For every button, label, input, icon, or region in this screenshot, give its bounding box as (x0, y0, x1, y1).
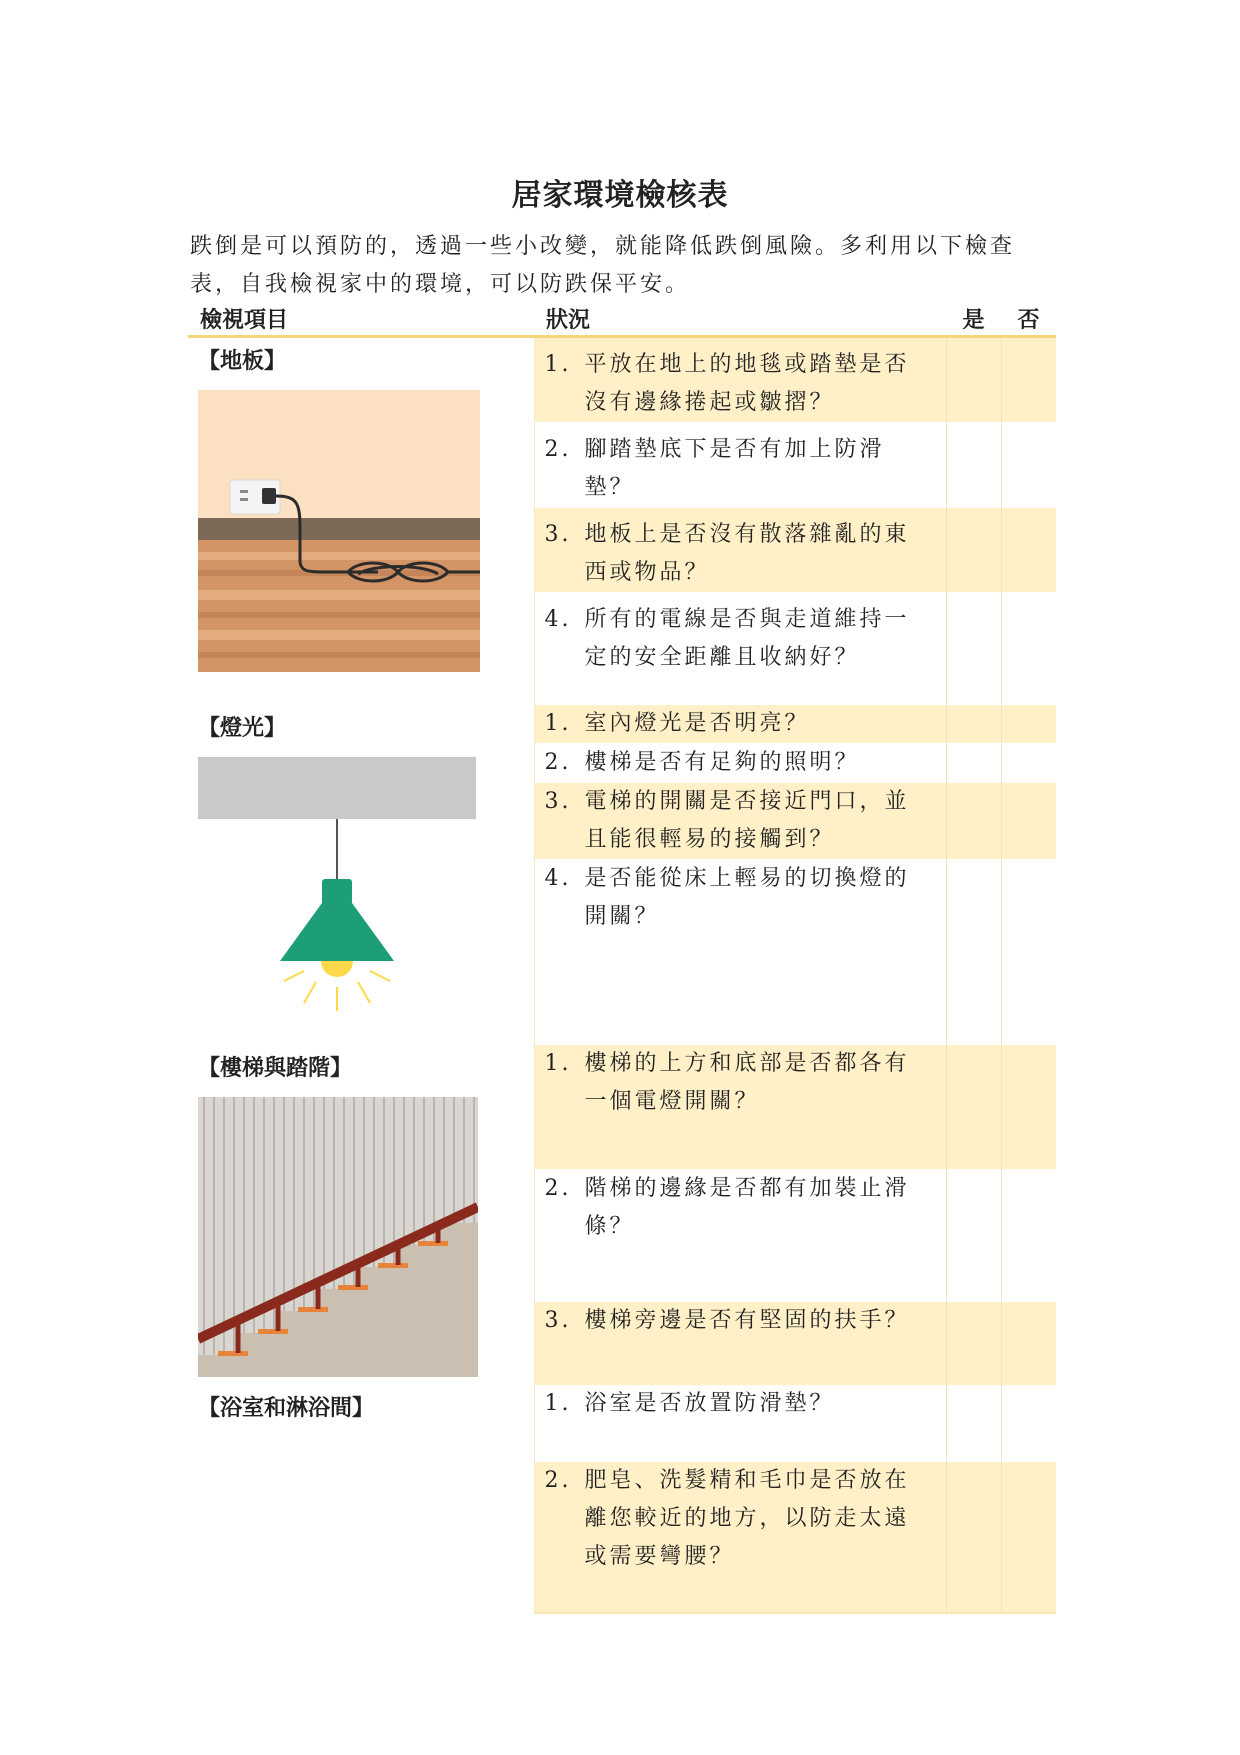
table-row (188, 705, 1056, 744)
no-checkbox[interactable] (1001, 743, 1056, 782)
no-checkbox[interactable] (1001, 782, 1056, 859)
yes-checkbox[interactable] (946, 1169, 1001, 1301)
header-no: 否 (1001, 302, 1056, 337)
question-cell (534, 1385, 946, 1461)
category-floor (188, 337, 534, 705)
category-stairs (188, 1045, 534, 1385)
no-checkbox[interactable] (1001, 1385, 1056, 1461)
question-number: 2. (544, 437, 572, 462)
yes-checkbox[interactable] (946, 1301, 1001, 1385)
no-checkbox[interactable] (1001, 423, 1056, 508)
intro-line: 表，自我檢視家中的環境，可以防跌保平安。 (190, 272, 691, 297)
header-status: 狀況 (534, 302, 946, 337)
no-checkbox[interactable] (1001, 705, 1056, 744)
question-text: 樓梯的上方和底部是否都各有一個電燈開關？ (584, 1051, 910, 1114)
question-number: 3. (544, 1307, 572, 1333)
yes-checkbox[interactable] (946, 782, 1001, 859)
header-item: 檢視項目 (188, 302, 534, 337)
yes-checkbox[interactable] (946, 743, 1001, 782)
no-checkbox[interactable] (1001, 1461, 1056, 1613)
yes-checkbox[interactable] (946, 859, 1001, 1045)
question-text: 室內燈光是否明亮？ (584, 710, 810, 736)
no-checkbox[interactable] (1001, 337, 1056, 423)
staircase-illustration (198, 1097, 534, 1381)
category-label: 【燈光】 (198, 714, 287, 741)
question-cell (534, 705, 946, 744)
question-text: 腳踏墊底下是否有加上防滑墊？ (584, 437, 885, 500)
yes-checkbox[interactable] (946, 337, 1001, 423)
question-number: 1. (544, 710, 572, 736)
table-header-row (188, 302, 1056, 337)
question-number: 1. (544, 1391, 572, 1416)
question-text: 電梯的開關是否接近門口，並且能很輕易的接觸到？ (584, 788, 910, 852)
yes-checkbox[interactable] (946, 1045, 1001, 1169)
question-cell (534, 859, 946, 1045)
no-checkbox[interactable] (1001, 1301, 1056, 1385)
question-number: 2. (544, 749, 572, 775)
question-cell (534, 593, 946, 705)
question-cell (534, 1045, 946, 1169)
page-title: 居家環境檢核表 (511, 178, 729, 213)
category-label: 【浴室和淋浴間】 (198, 1395, 375, 1421)
category-lighting (188, 705, 534, 1046)
question-cell (534, 743, 946, 782)
question-cell (534, 1169, 946, 1301)
question-text: 地板上是否沒有散落雜亂的東西或物品？ (584, 522, 910, 585)
question-text: 浴室是否放置防滑墊？ (584, 1391, 835, 1416)
table-row (188, 1385, 1056, 1461)
intro-line: 跌倒是可以預防的，透過一些小改變，就能降低跌倒風險。多利用以下檢查 (190, 234, 1016, 259)
floor-cord-illustration (198, 390, 534, 676)
question-cell (534, 337, 946, 423)
question-cell (534, 1461, 946, 1613)
table-row (188, 337, 1056, 423)
no-checkbox[interactable] (1001, 593, 1056, 705)
header-yes: 是 (946, 302, 1001, 337)
question-number: 4. (544, 607, 572, 632)
question-text: 所有的電線是否與走道維持一定的安全距離且收納好？ (584, 607, 910, 670)
ceiling-lamp-illustration (198, 757, 534, 1039)
question-cell (534, 508, 946, 593)
yes-checkbox[interactable] (946, 705, 1001, 744)
category-label: 【樓梯與踏階】 (198, 1055, 353, 1081)
no-checkbox[interactable] (1001, 859, 1056, 1045)
question-text: 階梯的邊緣是否都有加裝止滑條？ (584, 1175, 910, 1239)
yes-checkbox[interactable] (946, 508, 1001, 593)
table-row (188, 1045, 1056, 1169)
no-checkbox[interactable] (1001, 1045, 1056, 1169)
question-number: 4. (544, 865, 572, 891)
yes-checkbox[interactable] (946, 593, 1001, 705)
category-bathroom (188, 1385, 534, 1613)
question-number: 1. (544, 1051, 572, 1076)
yes-checkbox[interactable] (946, 1461, 1001, 1613)
question-cell (534, 782, 946, 859)
question-number: 1. (544, 352, 572, 377)
category-label: 【地板】 (198, 348, 287, 374)
question-text: 是否能從床上輕易的切換燈的開關？ (584, 865, 910, 929)
intro-text (190, 228, 1070, 304)
question-number: 3. (544, 788, 572, 814)
question-number: 2. (544, 1467, 572, 1493)
yes-checkbox[interactable] (946, 423, 1001, 508)
question-number: 2. (544, 1175, 572, 1201)
question-text: 樓梯旁邊是否有堅固的扶手？ (584, 1307, 910, 1333)
question-text: 肥皂、洗髮精和毛巾是否放在離您較近的地方，以防走太遠或需要彎腰？ (584, 1467, 910, 1569)
question-text: 樓梯是否有足夠的照明？ (584, 749, 860, 775)
no-checkbox[interactable] (1001, 508, 1056, 593)
yes-checkbox[interactable] (946, 1385, 1001, 1461)
checklist-table (188, 302, 1056, 1614)
question-text: 平放在地上的地毯或踏墊是否沒有邊緣捲起或皺摺？ (584, 352, 910, 415)
question-cell (534, 1301, 946, 1385)
no-checkbox[interactable] (1001, 1169, 1056, 1301)
question-number: 3. (544, 522, 572, 547)
question-cell (534, 423, 946, 508)
